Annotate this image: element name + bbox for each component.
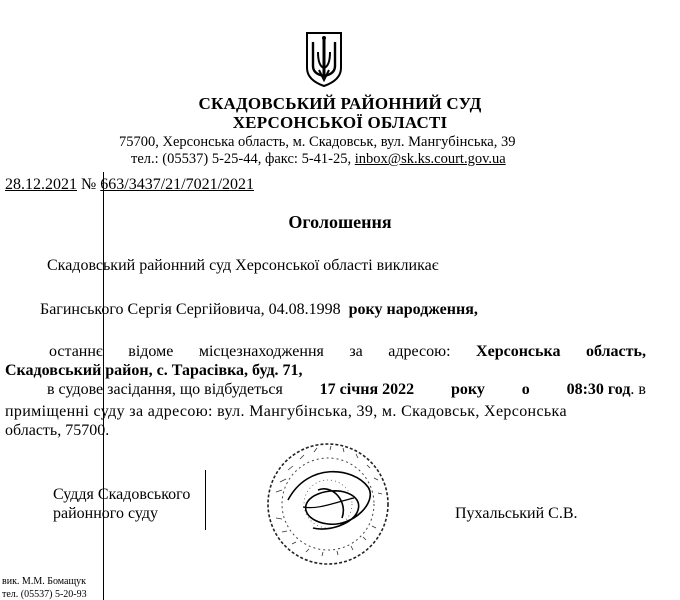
person-birth-suffix: року народження, <box>348 301 478 318</box>
person-name: Багинського Сергія Сергійовича, 04.08.1998 <box>40 301 341 318</box>
scan-fold-line <box>205 470 206 530</box>
hearing-suffix: . в <box>630 381 646 398</box>
location-region: Херсонська <box>476 343 561 360</box>
hearing-at: о <box>521 381 530 398</box>
location-word: останнє <box>49 343 103 360</box>
location-word: за <box>349 343 363 360</box>
hearing-line <box>47 381 646 399</box>
hearing-prefix: в судове засідання, що відбудеться <box>47 381 283 398</box>
premises-line2: область, 75700. <box>5 422 110 439</box>
premises-text: приміщенні суду за адресою: вул. Мангубінська, 39, м. Скадовськ, Херсонська <box>5 403 567 420</box>
location-line2: Скадовський район, с. Тарасівка, буд. 71, <box>5 362 303 379</box>
court-name-line2: ХЕРСОНСЬКОЇ ОБЛАСТІ <box>232 113 448 132</box>
location-line1 <box>49 343 646 361</box>
hearing-date: 17 січня 2022 <box>319 381 415 398</box>
location-word: місцезнаходження <box>198 343 324 360</box>
reference-line <box>5 176 254 194</box>
reference-number-sign: № <box>81 176 97 193</box>
court-email-link[interactable]: inbox@sk.ks.court.gov.ua <box>354 151 506 167</box>
court-name-line1: СКАДОВСЬКИЙ РАЙОННИЙ СУД <box>198 94 482 113</box>
reference-date: 28.12.2021 <box>5 176 77 193</box>
location-oblast: область, <box>585 343 646 360</box>
judge-name: Пухальський С.В. <box>455 505 578 522</box>
location-word: адресою: <box>388 343 451 360</box>
executor-phone: тел. (05537) 5-20-93 <box>2 589 87 600</box>
court-seal-stamp-icon <box>258 432 398 572</box>
contacts-phone-fax: тел.: (05537) 5-25-44, факс: 5-41-25, <box>131 151 355 167</box>
judge-role-line1: Суддя Скадовського <box>53 486 191 503</box>
hearing-time: 08:30 год <box>566 381 631 398</box>
person-line <box>40 301 478 319</box>
trident-emblem-icon <box>304 30 344 88</box>
court-contacts <box>131 151 506 168</box>
notice-title: Оголошення <box>288 212 392 232</box>
court-address: 75700, Херсонська область, м. Скадовськ, вул. Мангубінська, 39 <box>119 134 516 150</box>
location-word: відоме <box>128 343 174 360</box>
reference-number: 663/3437/21/7021/2021 <box>100 176 255 193</box>
hearing-year-word: року <box>450 381 485 398</box>
executor-name: вик. М.М. Бомащук <box>2 576 87 587</box>
judge-role-line2: районного суду <box>53 505 158 522</box>
notice-line1: Скадовський районний суд Херсонської області викликає <box>47 257 439 274</box>
premises-line <box>5 403 646 421</box>
